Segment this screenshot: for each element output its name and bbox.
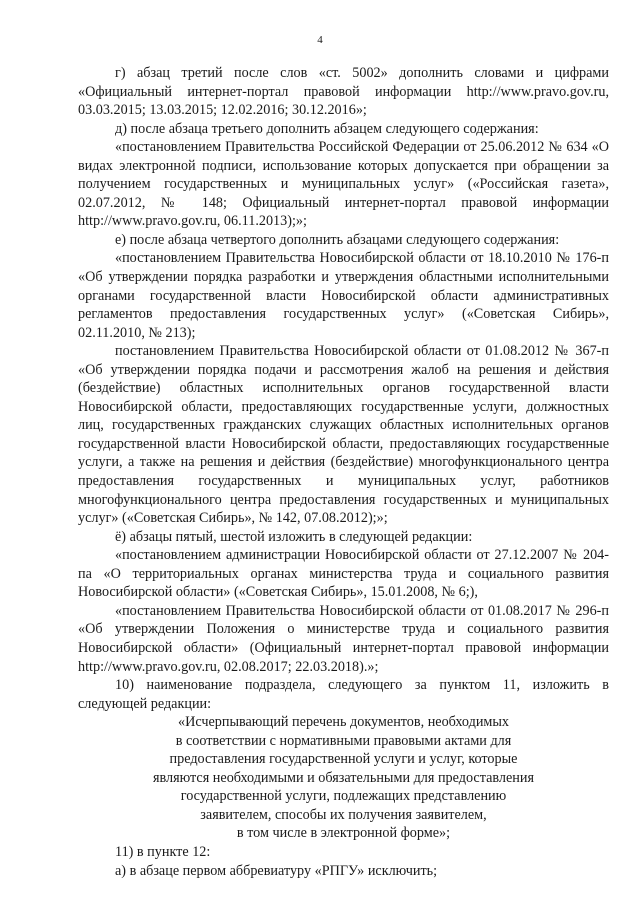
- paragraph-decree-204: «постановлением администрации Новосибирской области от 27.12.2007 № 204-па «О территориальных органах министерства труда и социального развития Новосибирской области» («Советская Сибирь», 15.01.2008, № 6;),: [78, 547, 609, 601]
- paragraph-item-11-a: а) в абзаце первом аббревиатуру «РПГУ» исключить;: [115, 862, 438, 879]
- paragraph-decree-367: постановлением Правительства Новосибирской области от 01.08.2012 № 367-п «Об утверждении порядка подачи и рассмотрения жалоб на решения и действия (бездействие) областных исполнительных органов государственной власти Новосибирской области, предоставляющих государственные услуги, должностных лиц, государственных гражданских служащих областных исполнительных органов государственной власти Новосибирской области, предоставляющих государственные услуги, а также на решения и действия (бездействие) многофункционального центра предоставления государственных и муниципальных услуг, работников многофункционального центра предоставления государственных и муниципальных услуг» («Советская Сибирь», № 142, 07.08.2012);»;: [78, 343, 609, 527]
- paragraph-item-11: 11) в пункте 12:: [115, 843, 211, 860]
- paragraph-e: е) после абзаца четвертого дополнить абзацами следующего содержания:: [115, 231, 560, 248]
- subsection-title-line: «Исчерпывающий перечень документов, необходимых: [177, 714, 510, 731]
- subsection-title-block: [78, 713, 609, 843]
- document-body: [78, 64, 609, 880]
- subsection-title-line: государственной услуги, подлежащих представлению: [180, 788, 507, 805]
- paragraph-yo: ё) абзацы пятый, шестой изложить в следующей редакции:: [115, 528, 473, 545]
- paragraph-g: г) абзац третий после слов «ст. 5002» дополнить словами и цифрами «Официальный интернет-портал правовой информации http://www.pravo.gov.ru, 03.03.2015; 13.03.2015; 12.02.2016; 30.12.2016»;: [78, 65, 609, 119]
- paragraph-item-10: 10) наименование подраздела, следующего за пунктом 11, изложить в следующей редакции:: [78, 677, 609, 712]
- paragraph-decree-176: «постановлением Правительства Новосибирской области от 18.10.2010 № 176-п «Об утверждении порядка разработки и утверждения областными исполнительными органами государственной власти Новосибирской области административных регламентов предоставления государственных услуг» («Советская Сибирь», 02.11.2010, № 213);: [78, 250, 609, 341]
- paragraph-decree-634: «постановлением Правительства Российской Федерации от 25.06.2012 № 634 «О видах электронной подписи, использование которых допускается при обращении за получением государственных и муниципальных услуг» («Российская газета», 02.07.2012, № 148; Официальный интернет-портал правовой информации http://www.pravo.gov.ru, 06.11.2013);»;: [78, 139, 609, 230]
- page-number: 4: [317, 34, 323, 46]
- subsection-title-line: в том числе в электронной форме»;: [236, 825, 451, 842]
- subsection-title-line: предоставления государственной услуги и услуг, которые: [169, 751, 518, 768]
- paragraph-decree-296: «постановлением Правительства Новосибирской области от 01.08.2017 № 296-п «Об утверждении Положения о министерстве труда и социального развития Новосибирской области» (Официальный интернет-портал правовой информации http://www.pravo.gov.ru, 02.08.2017; 22.03.2018).»;: [78, 602, 609, 675]
- subsection-title-line: заявителем, способы их получения заявителем,: [200, 806, 487, 823]
- subsection-title-line: являются необходимыми и обязательными для предоставления: [153, 769, 534, 786]
- subsection-title-line: в соответствии с нормативными правовыми актами для: [175, 732, 512, 749]
- paragraph-d: д) после абзаца третьего дополнить абзацем следующего содержания:: [115, 120, 539, 137]
